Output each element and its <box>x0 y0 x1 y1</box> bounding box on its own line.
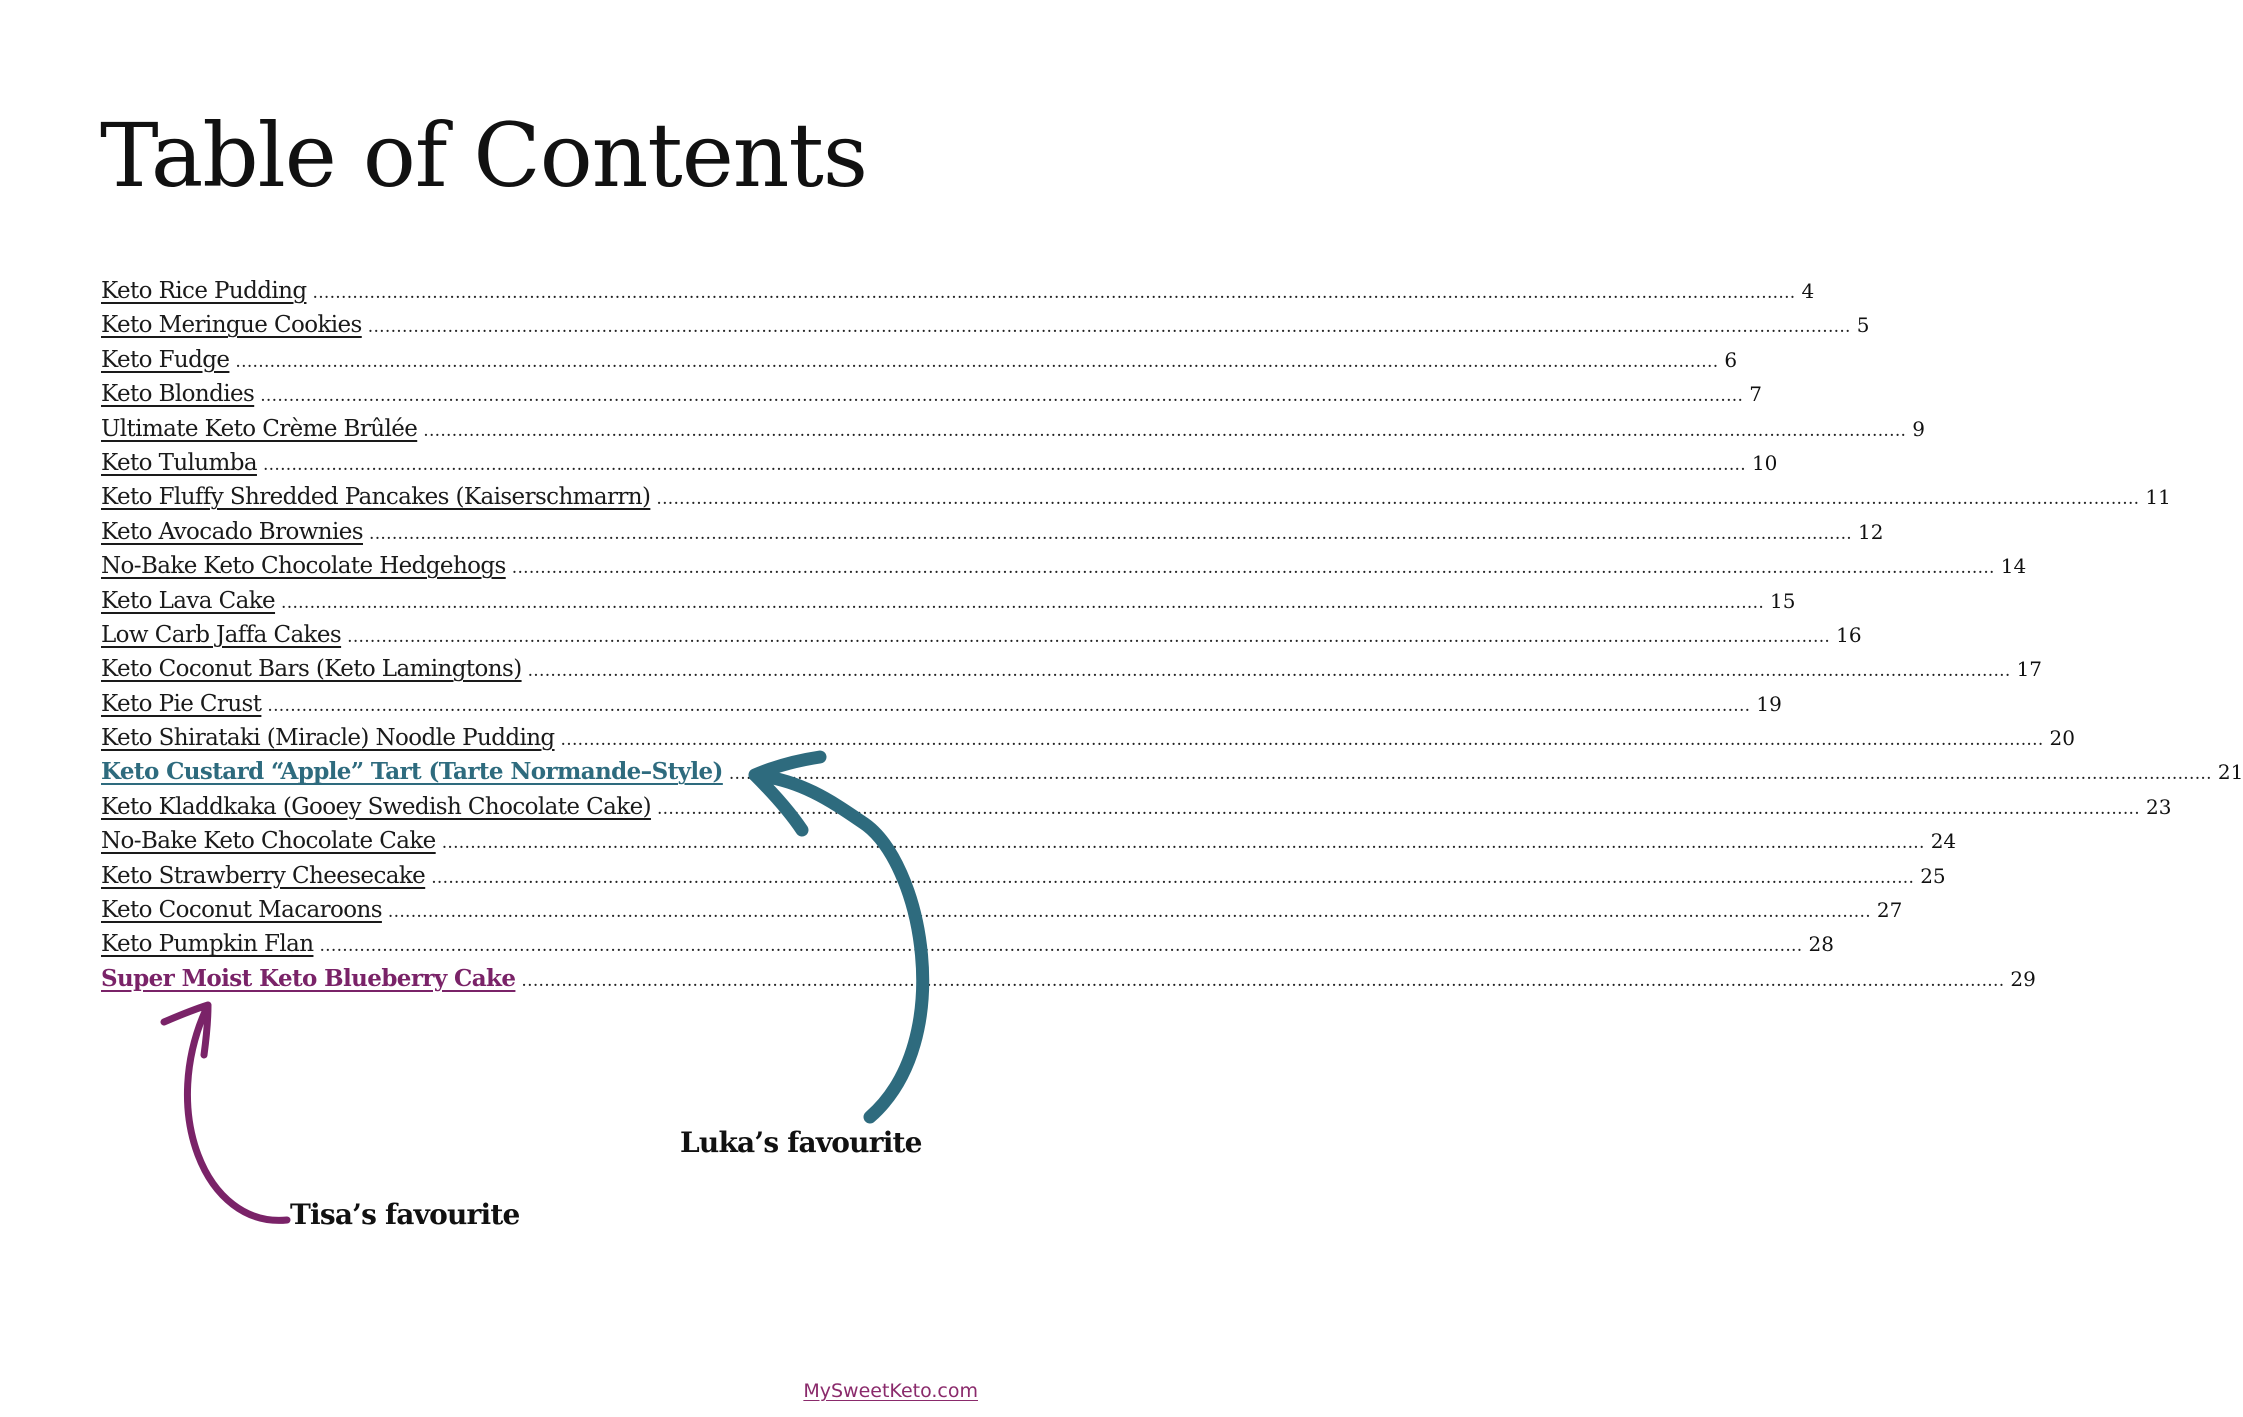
toc-page-number: 15 <box>1770 588 1796 613</box>
toc-page-number: 12 <box>1858 519 1884 544</box>
dot-leader: .................................................................................................................................................................................................................................................................... <box>262 454 1746 475</box>
toc-page-number: 16 <box>1836 622 1862 647</box>
toc-page-number: 19 <box>1756 691 1782 716</box>
toc-entry-link[interactable]: No-Bake Keto Chocolate Cake <box>101 828 436 855</box>
toc-page-number: 7 <box>1749 382 1762 407</box>
toc-page-number: 10 <box>1751 450 1778 475</box>
luka-favourite-note: Luka’s favourite <box>680 1126 922 1159</box>
dot-leader: .................................................................................................................................................................................................................................................................... <box>656 489 2140 510</box>
toc-page-number: 28 <box>1808 932 1834 957</box>
toc-entry-link[interactable]: Keto Pie Crust <box>101 690 262 717</box>
site-link[interactable]: MySweetKeto.com <box>803 1380 978 1402</box>
toc-page-number: 20 <box>2049 726 2075 751</box>
dot-leader: .................................................................................................................................................................................................................................................................... <box>527 661 2011 682</box>
dot-leader: .................................................................................................................................................................................................................................................................... <box>656 798 2140 819</box>
dot-leader: .................................................................................................................................................................................................................................................................... <box>267 695 1751 716</box>
dot-leader: .................................................................................................................................................................................................................................................................... <box>441 833 1925 854</box>
toc-entry-link[interactable]: Keto Meringue Cookies <box>101 312 362 339</box>
toc-entry-link[interactable]: Keto Coconut Bars (Keto Lamingtons) <box>101 656 522 683</box>
toc-entry-link[interactable]: Keto Coconut Macaroons <box>101 897 382 924</box>
toc-entry-link[interactable]: No-Bake Keto Chocolate Hedgehogs <box>101 553 506 580</box>
dot-leader: .................................................................................................................................................................................................................................................................... <box>387 902 1871 923</box>
toc-entry-link[interactable]: Keto Custard “Apple” Tart (Tarte Normande–Style) <box>101 758 723 786</box>
toc-page-number: 6 <box>1724 347 1738 372</box>
dot-leader: .................................................................................................................................................................................................................................................................... <box>521 970 2005 991</box>
tisa-favourite-note: Tisa’s favourite <box>290 1198 520 1231</box>
toc-page-number: 25 <box>1920 863 1946 888</box>
toc-entry-link[interactable]: Keto Lava Cake <box>101 587 276 614</box>
dot-leader: .................................................................................................................................................................................................................................................................... <box>423 420 1907 441</box>
toc-page-number: 11 <box>2145 485 2171 510</box>
dot-leader: .................................................................................................................................................................................................................................................................... <box>235 351 1719 372</box>
toc-entry-link[interactable]: Keto Pumpkin Flan <box>101 931 314 958</box>
toc-entry-link[interactable]: Keto Shirataki (Miracle) Noodle Pudding <box>101 725 555 752</box>
toc-entry-link[interactable]: Low Carb Jaffa Cakes <box>101 621 342 648</box>
dot-leader: .................................................................................................................................................................................................................................................................... <box>560 730 2044 751</box>
dot-leader: .................................................................................................................................................................................................................................................................... <box>431 867 1915 888</box>
toc-entry-link[interactable]: Keto Blondies <box>101 381 255 408</box>
toc-page-number: 4 <box>1801 279 1815 303</box>
toc-entry-link[interactable]: Keto Rice Pudding <box>101 278 307 304</box>
tisa-arrow-icon <box>164 1005 287 1220</box>
toc-page-number: 5 <box>1856 313 1870 338</box>
toc-entry-link[interactable]: Keto Strawberry Cheesecake <box>101 862 426 889</box>
toc-page-number: 17 <box>2016 657 2043 682</box>
toc-page-number: 27 <box>1876 898 1903 923</box>
toc-page-number: 23 <box>2145 794 2172 819</box>
dot-leader: .................................................................................................................................................................................................................................................................... <box>367 317 1851 338</box>
toc-entry-link[interactable]: Ultimate Keto Crème Brûlée <box>101 415 418 442</box>
dot-leader: .................................................................................................................................................................................................................................................................... <box>728 764 2212 785</box>
toc-entry-link[interactable]: Keto Avocado Brownies <box>101 518 363 545</box>
toc-entry-link[interactable]: Keto Fudge <box>101 346 230 373</box>
toc-entry-link[interactable]: Keto Kladdkaka (Gooey Swedish Chocolate Cake) <box>101 793 651 820</box>
dot-leader: .................................................................................................................................................................................................................................................................... <box>312 283 1796 303</box>
toc-page-number: 14 <box>2000 554 2027 579</box>
dot-leader: .................................................................................................................................................................................................................................................................... <box>369 523 1852 544</box>
page-title: Table of Contents <box>100 104 868 207</box>
dot-leader: .................................................................................................................................................................................................................................................................... <box>511 558 1995 579</box>
dot-leader: .................................................................................................................................................................................................................................................................... <box>260 386 1744 407</box>
toc-page-number: 24 <box>1930 829 1957 854</box>
luka-arrow-icon <box>755 757 923 1117</box>
toc-page-number: 9 <box>1912 416 1925 441</box>
dot-leader: .................................................................................................................................................................................................................................................................... <box>347 626 1831 647</box>
dot-leader: .................................................................................................................................................................................................................................................................... <box>281 592 1765 613</box>
toc-page-number: 21 <box>2217 760 2243 785</box>
toc-entry-link[interactable]: Keto Fluffy Shredded Pancakes (Kaiserschmarrn) <box>101 484 651 511</box>
dot-leader: .................................................................................................................................................................................................................................................................... <box>319 936 1803 957</box>
toc-entry-link[interactable]: Super Moist Keto Blueberry Cake <box>101 964 516 992</box>
toc-entry-link[interactable]: Keto Tulumba <box>101 449 257 476</box>
toc-page-number: 29 <box>2010 966 2036 991</box>
